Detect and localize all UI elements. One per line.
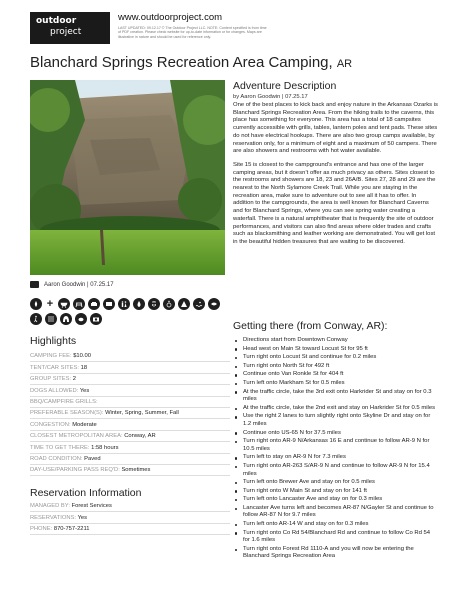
website-url[interactable]: www.outdoorproject.com (118, 12, 223, 23)
list-item: Turn right onto Co Rd 54/Blanchard Rd and continue to follow Co Rd 54 for 1.6 miles (233, 530, 438, 545)
byline: by Aaron Goodwin | 07.25.17 (233, 94, 308, 100)
page-header (30, 12, 440, 46)
amenity-icons (30, 298, 225, 325)
list-item: Turn right onto Forest Rd 1110-A and you will now be entering the Blanchard Springs Recreation Area (233, 546, 438, 561)
list-item: Continue onto US-65 N for 37.5 miles (233, 430, 438, 438)
camera-icon (90, 313, 102, 325)
reservation-heading: Reservation Information (30, 487, 142, 499)
description-paragraph: One of the best places to kick back and enjoy nature in the Arkansas Ozarks is Blanchard Springs Recreation Area. From the hiking trails to the caverns, this place has something for everyone. This area has a total of 18 campsites currently accessible with grills, tables, lantern poles and tent pads. These sites do not have electrical hookups. There are also two group camps available, by reservation only, for a minimum of eight and a maximum of 50 campers. There are also showers and restrooms with hot water available. (233, 102, 438, 155)
list-item: Turn right onto AR-263 S/AR-9 N and continue to follow AR-9 N for 15.4 miles (233, 463, 438, 478)
campfire-icon (30, 298, 42, 310)
list-item: Turn left onto Brewer Ave and stay on for 0.5 miles (233, 479, 438, 487)
shower-icon (148, 298, 160, 310)
fact-row: DAY-USE/PARKING PASS REQ'D: Sometimes (30, 465, 230, 476)
list-item: Turn right onto W Main St and stay on for 141 ft (233, 488, 438, 496)
reservation-list (30, 501, 230, 535)
list-item: Continue onto Van Ronkle St for 404 ft (233, 371, 438, 379)
cave-icon (60, 313, 72, 325)
photo-credit: Aaron Goodwin | 07.25.17 (30, 281, 114, 288)
fact-row: TIME TO GET THERE: 1:58 hours (30, 442, 230, 453)
list-item: At the traffic circle, take the 2nd exit and stay on Harkrider St for 0.5 miles (233, 405, 438, 413)
fact-row: CAMPING FEE: $10.00 (30, 351, 230, 362)
list-item: Head west on Main St toward Locust St for 95 ft (233, 346, 438, 354)
hiking-icon (30, 313, 42, 325)
drinking-water-icon (133, 298, 145, 310)
fact-row: CLOSEST METROPOLITAN AREA: Conway, AR (30, 431, 230, 442)
wildlife-icon (75, 313, 87, 325)
wheelchair-icon (163, 298, 175, 310)
list-item: Lancaster Ave turns left and becomes AR-87 N/Gayler St and continue to follow AR-87 N for 9.7 miles (233, 505, 438, 520)
list-item: Turn right onto AR-9 N/Arkansas 16 E and continue to follow AR-9 N for 10.5 miles (233, 438, 438, 453)
fishing-icon (208, 298, 220, 310)
list-item: Turn right onto Locust St and continue for 0.2 miles (233, 354, 438, 362)
outdoor-project-logo[interactable]: outdoor project (30, 12, 110, 44)
plus-icon: + (46, 298, 54, 310)
page-title: Blanchard Springs Recreation Area Camping, AR (30, 54, 353, 71)
highlights-list (30, 351, 230, 476)
campground-photo (30, 80, 225, 275)
adventure-description (233, 80, 438, 247)
list-item: At the traffic circle, take the 3rd exit onto Harkrider St and stay on for 0.3 miles (233, 389, 438, 404)
waterfall-icon (45, 313, 57, 325)
list-item: Turn left onto AR-14 W and stay on for 0.3 miles (233, 521, 438, 529)
fact-row: PREFERABLE SEASON(S): Winter, Spring, Summer, Fall (30, 408, 230, 419)
fact-row: GROUP SITES: 2 (30, 374, 230, 385)
fine-print: LAST UPDATED: 09.12.17 © The Outdoor Project LLC. NOTE: Content specified is from time of PDF creation. Please check website for up-to-date information or for changes. Maps are illustrative in nature and should be used for reference only. (118, 26, 267, 39)
list-item: Turn left onto Markham St for 0.5 miles (233, 380, 438, 388)
directions-list (233, 337, 438, 562)
directions-heading: Getting there (from Conway, AR): (233, 320, 388, 332)
list-item: Turn right onto North St for 492 ft (233, 363, 438, 371)
list-item: Use the right 2 lanes to turn slightly right onto Skyline Dr and stay on for 1.2 miles (233, 413, 438, 428)
list-item: Turn left onto Lancaster Ave and stay on for 0.3 miles (233, 496, 438, 504)
swimming-icon (193, 298, 205, 310)
picnic-table-icon (73, 298, 85, 310)
fact-row: TENT/CAR SITES: 18 (30, 362, 230, 373)
toilet-icon (118, 298, 130, 310)
fact-row: CONGESTION: Moderate (30, 419, 230, 430)
camera-icon (30, 281, 39, 288)
car-camping-icon (88, 298, 100, 310)
fact-row: MANAGED BY: Forest Services (30, 501, 230, 512)
bbq-grill-icon (58, 298, 70, 310)
fact-row: BBQ/CAMPFIRE GRILLS: (30, 397, 230, 408)
adventure-heading: Adventure Description (233, 80, 337, 92)
tent-icon (178, 298, 190, 310)
description-paragraph: Site 15 is closest to the campground’s entrance and has one of the larger camping areas, but it doesn’t offer as much privacy as others. Sites closest to the restrooms and showers are 18, 23 and 26A/B. Sites 27, 28 and 29 are the nearest to the North Sylamore Creek Trail. While you are staying in the recreation area, make sure to adventure out to see all it has to offer. In addition to the campgrounds, the area is well known for Blanchard Caverns and for Blanchard Springs, where you can see spring water creating a waterfall. There is a natural amphitheater that is frequently the site of outdoor performances, and visitors can also find areas where older trades and crafts such as blacksmithing and leather working are demonstrated. You will get lost in the beautiful hidden treasures that are waiting to be discovered. (233, 161, 436, 245)
highlights-heading: Highlights (30, 335, 77, 347)
rv-icon (103, 298, 115, 310)
fact-row: ROAD CONDITION: Paved (30, 454, 230, 465)
list-item: Directions start from Downtown Conway (233, 337, 438, 345)
list-item: Turn left to stay on AR-9 N for 7.3 miles (233, 454, 438, 462)
fact-row: PHONE: 870-757-2211 (30, 524, 230, 535)
fact-row: DOGS ALLOWED: Yes (30, 385, 230, 396)
fact-row: RESERVATIONS: Yes (30, 512, 230, 523)
